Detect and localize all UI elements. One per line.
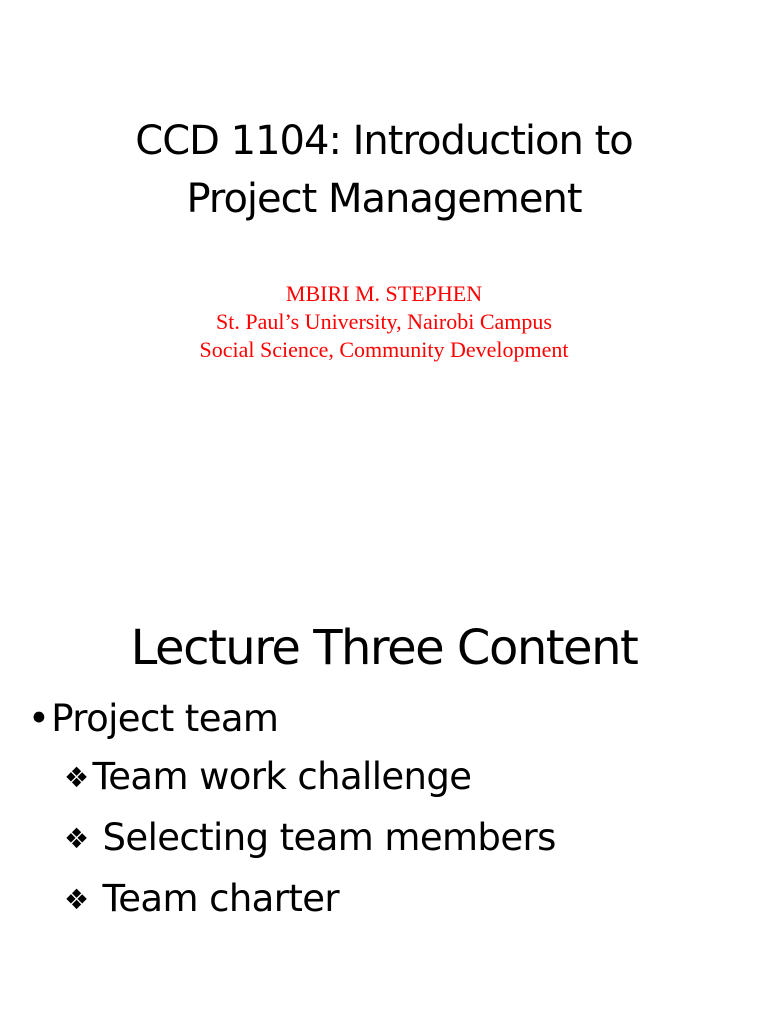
sub-bullet-item <box>28 809 748 870</box>
sub-bullet-text: Team charter <box>102 877 340 920</box>
main-bullet-item <box>28 690 748 748</box>
author-university: St. Paul’s University, Nairobi Campus <box>216 309 552 334</box>
sub-bullet-text: Selecting team members <box>102 816 556 859</box>
bullet-text: Project team <box>51 697 279 740</box>
author-department: Social Science, Community Development <box>199 337 569 362</box>
sub-bullet-item <box>28 870 748 931</box>
title-line: CCD 1104: Introduction to <box>135 118 633 164</box>
author-info <box>0 280 768 364</box>
content-slide <box>0 512 768 1024</box>
sub-bullet-text: Team work challenge <box>92 755 472 798</box>
title-line: Project Management <box>186 176 582 222</box>
diamond-bullet-icon: ❖ <box>64 761 89 794</box>
bullet-dot-icon: • <box>28 697 50 740</box>
slide-title <box>0 112 768 228</box>
sub-bullet-item <box>28 748 748 809</box>
content-list <box>28 690 748 931</box>
diamond-bullet-icon: ❖ <box>64 822 89 855</box>
diamond-bullet-icon: ❖ <box>64 883 89 916</box>
lecture-heading: Lecture Three Content <box>130 620 638 676</box>
author-name: MBIRI M. STEPHEN <box>285 281 483 306</box>
